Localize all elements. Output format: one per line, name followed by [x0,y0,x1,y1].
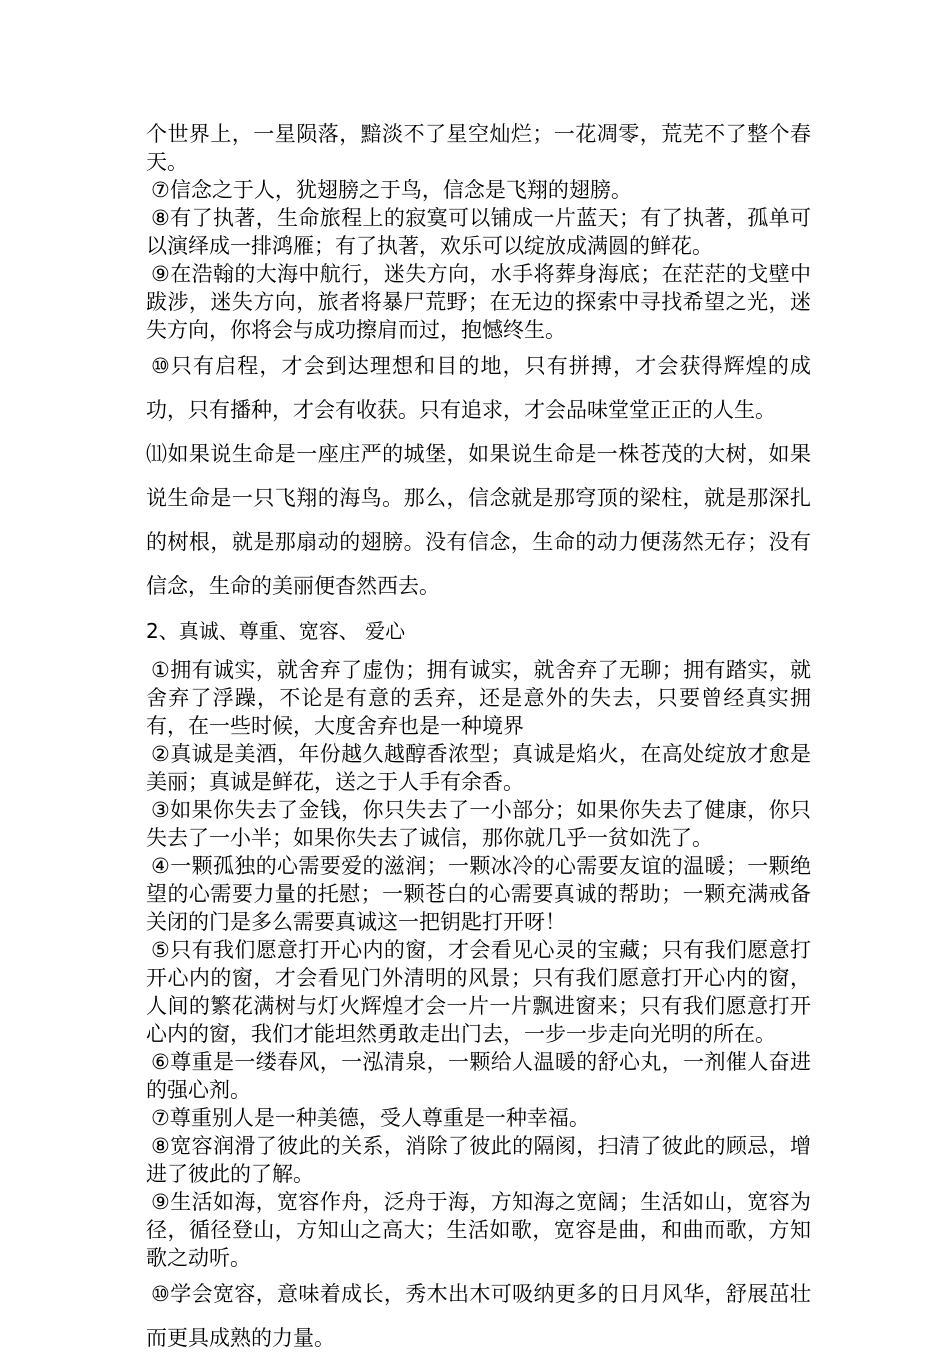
paragraph-9: ⑨在浩翰的大海中航行，迷失方向，水手将葬身海底；在茫茫的戈壁中跋涉，迷失方向，旅者将暴尸荒野；在无边的探索中寻找希望之光，迷失方向，你将会与成功擦肩而过，抱憾终生。 [146,262,811,342]
paragraph-7: ⑦信念之于人，犹翅膀之于鸟，信念是飞翔的翅膀。 [151,178,632,202]
paragraph-1: ①拥有诚实，就舍弃了虚伪；拥有诚实，就舍弃了无聊；拥有踏实，就舍弃了浮躁，不论是有意的丢弃，还是意外的失去，只要曾经真实拥有，在一些时候，大度舍弃也是一种境界 [146,658,811,738]
paragraph-10: ⑩只有启程，才会到达理想和目的地，只有拼搏，才会获得辉煌的成功，只有播种，才会有收获。只有追求，才会品味堂堂正正的人生。 [146,354,811,422]
paragraph-2: ②真诚是美酒，年份越久越醇香浓型；真诚是焰火，在高处绽放才愈是美丽；真诚是鲜花，送之于人手有余香。 [146,742,811,794]
paragraph-9b: ⑨生活如海，宽容作舟，泛舟于海，方知海之宽阔；生活如山，宽容为径，循径登山，方知山之高大；生活如歌，宽容是曲，和曲而歌，方知歌之动听。 [146,1190,811,1270]
document-body [146,120,811,1360]
paragraph-10b: ⑩学会宽容，意味着成长，秀木出木可吸纳更多的日月风华，舒展茁壮而更具成熟的力量。 [146,1282,811,1350]
paragraph-8: ⑧有了执著，生命旅程上的寂寞可以铺成一片蓝天；有了执著，孤单可以演绎成一排鸿雁；有了执著，欢乐可以绽放成满圆的鲜花。 [146,206,811,258]
paragraph-7b: ⑦尊重别人是一种美德，受人尊重是一种幸福。 [151,1106,590,1130]
paragraph-6: ⑥尊重是一缕春风，一泓清泉，一颗给人温暖的舒心丸，一剂催人奋进的强心剂。 [146,1050,811,1102]
paragraph-4: ④一颗孤独的心需要爱的滋润；一颗冰冷的心需要友谊的温暖；一颗绝望的心需要力量的托慰；一颗苍白的心需要真诚的帮助；一颗充满戒备关闭的门是多么需要真诚这一把钥匙打开呀！ [146,854,811,934]
paragraph-11: ⑾如果说生命是一座庄严的城堡，如果说生命是一株苍茂的大树，如果说生命是一只飞翔的海鸟。那么，信念就是那穹顶的梁柱，就是那深扎的树根，就是那扇动的翅膀。没有信念，生命的动力便荡然无存；没有信念，生命的美丽便杳然西去。 [146,442,811,598]
paragraph-8b: ⑧宽容润滑了彼此的关系，消除了彼此的隔阂，扫清了彼此的顾忌，增进了彼此的了解。 [146,1134,811,1186]
section-heading: 2、真诚、尊重、宽容、 爱心 [146,619,406,643]
paragraph-continued: 个世界上，一星陨落，黯淡不了星空灿烂；一花凋零，荒芜不了整个春天。 [146,122,811,174]
paragraph-5: ⑤只有我们愿意打开心内的窗，才会看见心灵的宝藏；只有我们愿意打开心内的窗，才会看见门外清明的风景；只有我们愿意打开心内的窗，人间的繁花满树与灯火辉煌才会一片一片飘进窗来；只有我们愿意打开心内的窗，我们才能坦然勇敢走出门去，一步一步走向光明的所在。 [146,938,811,1046]
paragraph-3: ③如果你失去了金钱，你只失去了一小部分；如果你失去了健康，你只失去了一小半；如果你失去了诚信，那你就几乎一贫如洗了。 [146,798,811,850]
